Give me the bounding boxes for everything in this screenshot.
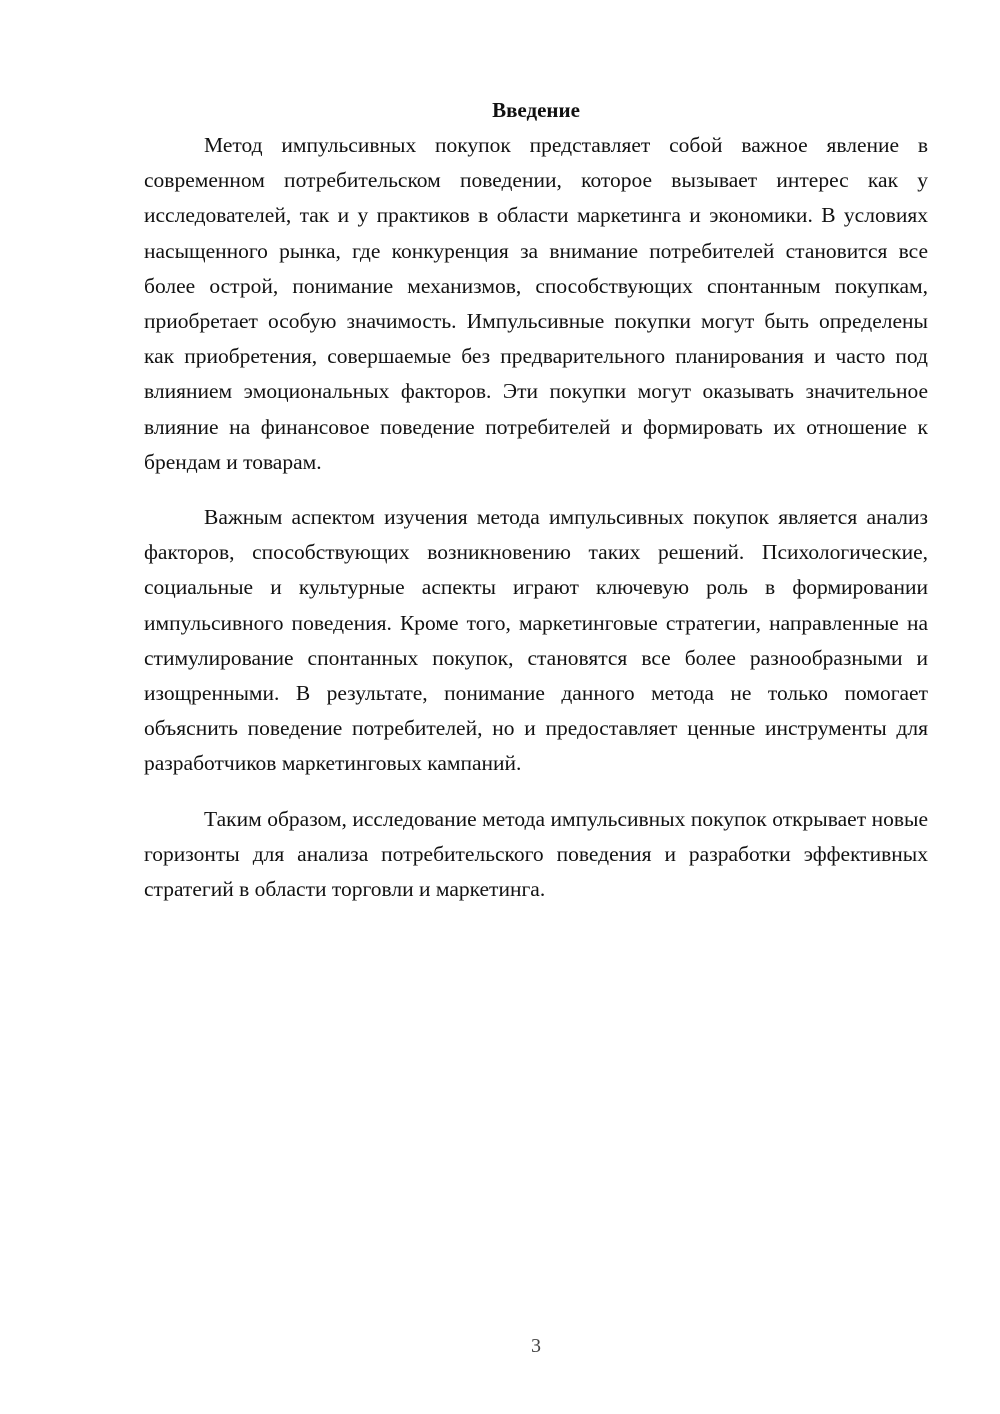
- paragraph-2: Важным аспектом изучения метода импульсивных покупок является анализ факторов, способствующих возникновению таких решений. Психологические, социальные и культурные аспекты играют ключевую роль в формировании импульсивного поведения. Кроме того, маркетинговые стратегии, направленные на стимулирование спонтанных покупок, становятся все более разнообразными и изощренными. В результате, понимание данного метода не только помогает объяснить поведение потребителей, но и предоставляет ценные инструменты для разработчиков маркетинговых кампаний.: [144, 505, 928, 776]
- paragraph-1: Метод импульсивных покупок представляет собой важное явление в современном потребительском поведении, которое вызывает интерес как у исследователей, так и у практиков в области маркетинга и экономики. В условиях насыщенного рынка, где конкуренция за внимание потребителей становится все более острой, понимание механизмов, способствующих спонтанным покупкам, приобретает особую значимость. Импульсивные покупки могут быть определены как приобретения, совершаемые без предварительного планирования и часто под влиянием эмоциональных факторов. Эти покупки могут оказывать значительное влияние на финансовое поведение потребителей и формировать их отношение к брендам и товарам.: [144, 133, 928, 474]
- page-number: 3: [531, 1335, 541, 1357]
- page-content: [144, 93, 928, 907]
- paragraph-3: Таким образом, исследование метода импульсивных покупок открывает новые горизонты для анализа потребительского поведения и разработки эффективных стратегий в области торговли и маркетинга.: [144, 806, 928, 902]
- section-heading: Введение: [492, 98, 580, 122]
